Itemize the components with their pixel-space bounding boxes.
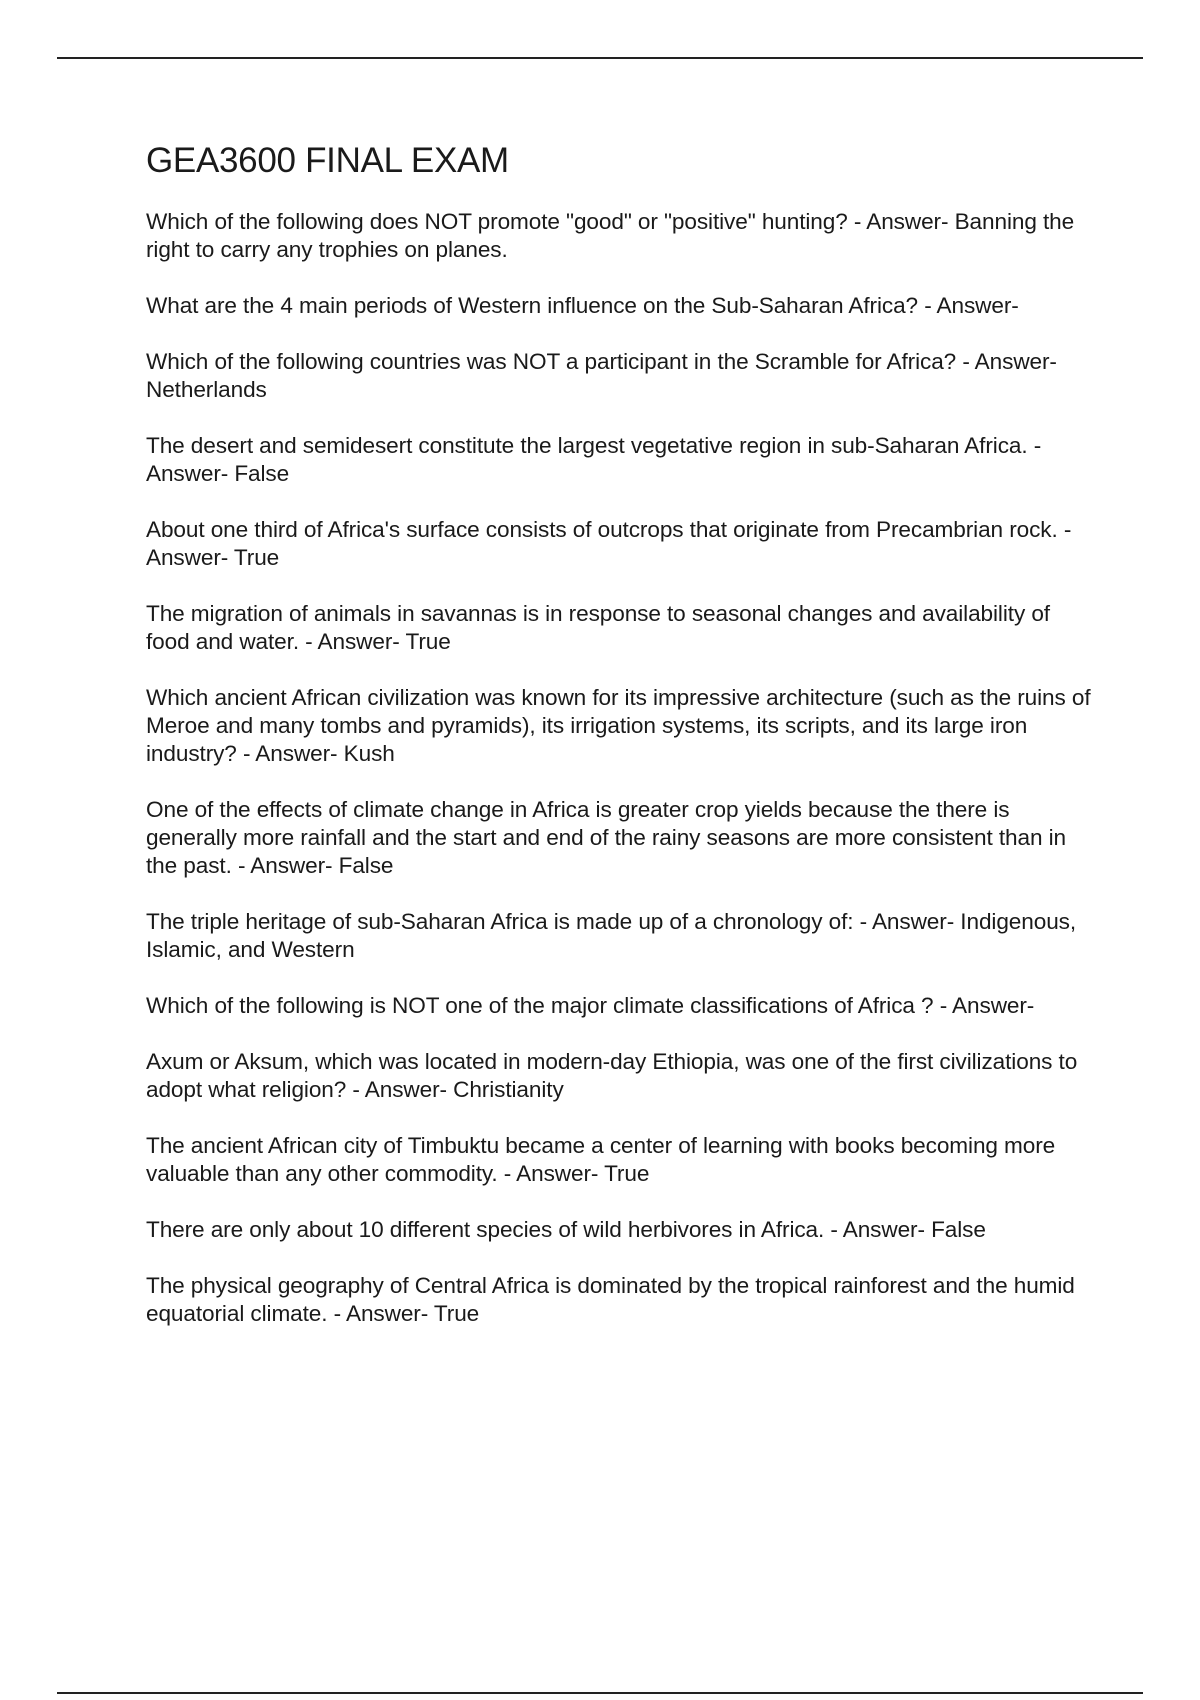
qa-item: About one third of Africa's surface consists of outcrops that originate from Precambrian rock. - Answer- True <box>146 517 1072 570</box>
qa-item: What are the 4 main periods of Western influence on the Sub-Saharan Africa? - Answer- <box>146 293 1019 318</box>
qa-item: One of the effects of climate change in Africa is greater crop yields because the there is generally more rainfall and the start and end of the rainy seasons are more consistent than in the past. - Answer- False <box>146 797 1066 878</box>
qa-item: Axum or Aksum, which was located in modern-day Ethiopia, was one of the first civilizations to adopt what religion? - Answer- Christianity <box>146 1049 1078 1102</box>
qa-item: The migration of animals in savannas is in response to seasonal changes and availability of food and water. - Answer- True <box>146 601 1050 654</box>
qa-item: The triple heritage of sub-Saharan Africa is made up of a chronology of: - Answer- Indigenous, Islamic, and Western <box>146 909 1077 962</box>
qa-item: The physical geography of Central Africa is dominated by the tropical rainforest and the humid equatorial climate. - Answer- True <box>146 1273 1075 1326</box>
qa-item: There are only about 10 different species of wild herbivores in Africa. - Answer- False <box>146 1217 986 1242</box>
document-title: GEA3600 FINAL EXAM <box>146 141 509 180</box>
top-divider <box>57 57 1143 59</box>
qa-item: Which ancient African civilization was known for its impressive architecture (such as the ruins of Meroe and many tombs and pyramids), its irrigation systems, its scripts, and its large iron industry? - Answer- Kush <box>146 685 1091 766</box>
qa-item: Which of the following does NOT promote "good" or "positive" hunting? - Answer- Banning the right to carry any trophies on planes. <box>146 209 1075 262</box>
qa-item: The desert and semidesert constitute the largest vegetative region in sub-Saharan Africa. - Answer- False <box>146 433 1042 486</box>
qa-item: The ancient African city of Timbuktu became a center of learning with books becoming more valuable than any other commodity. - Answer- True <box>146 1133 1056 1186</box>
document-body <box>146 140 1096 1356</box>
qa-item: Which of the following countries was NOT a participant in the Scramble for Africa? - Answer- Netherlands <box>146 349 1057 402</box>
qa-item: Which of the following is NOT one of the major climate classifications of Africa ? - Answer- <box>146 993 1035 1018</box>
bottom-divider <box>57 1692 1143 1694</box>
